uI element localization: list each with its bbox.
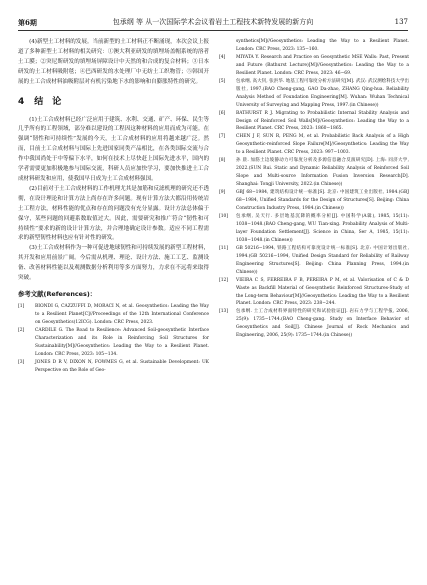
reference-item: [219, 110, 409, 134]
reference-item: [219, 157, 409, 189]
left-column: [18, 38, 209, 375]
reference-item: [219, 308, 409, 340]
reference-tag: [9]: [219, 190, 226, 196]
reference-item: [219, 277, 409, 309]
reference-text: MIYATA Y. Research and Practice on Geosynthetic MSE Walls: Past, Present and Future (Bathurst Lecture)[M]//Geosynthetics: Leading the Way to a Resilient Planet. London: CRC Press, 2023: 46−69.: [236, 54, 409, 76]
reference-item: [219, 245, 409, 277]
conclusion-paragraph-3: (3)土工合成材料作为一种可促进地球韧性和可持续发展的新型工程材料，其开发和应用前景广阔。今后需从机理、理论、设计方法、施工工艺、监测设备、改善材料性能以及观测数据分析利用等多方面努力，力求在不远将来取得突破。: [18, 245, 209, 282]
paragraph-new-materials: (4)新型土工材料的发展。当前新型的土工材料正不断涌现，本次会议上报道了多种新型土工材料的相关研究：①澳大利亚研发的填埋场盖帽系统的溶者土工膜；②突尼斯研发的填埋场屏障设计中天然的和合成的复合材料；③日本研发的土工材料吸附毯；④巴西研发的水处理厂中无纺土工织物管；⑤韩国开展的土工合成材料油吸附层对有机污染地下水的影响和自膨胀特性的研究。: [18, 39, 209, 85]
reference-tag: [5]: [219, 78, 226, 84]
reference-item: [219, 78, 409, 110]
issue-label: 第6期: [18, 18, 37, 27]
reference-tag: [10]: [219, 213, 229, 219]
reference-item: [18, 359, 209, 375]
reference-text: BIONDI G, CAZZUFFI D, MORACI N, et al. Geosynthetics: Leading the Way to a Resilient Planet[C]//Proceedings of the 12th International Conference on Geosynthetics(12ICG). London: CRC Press, 2023.: [35, 303, 209, 325]
running-header: [18, 16, 408, 29]
reference-tag: [3]: [18, 359, 25, 365]
header-rule: [18, 30, 408, 31]
reference-text: CHEN J F, SUN R, PENG M, et al. Probabilistic Back Analysis of a High Geosynthetic-reinforced Slope Failure[M]//Geosynthetics: Leading the Way to a Resilient Planet. CRC Press, 2023: 997−1003.: [236, 134, 409, 156]
reference-tag: [7]: [219, 134, 226, 140]
reference-text: 孙 晨. 加筋土边坡静动力可靠度分析及多源信息融合反演研究[D]. 上海: 同济大学, 2022.(SUN Rui. Static and Dynamic Reliability Analysis of Reinforced Soil Slope and Multi-source Information Fusion Inversion Research[D]. Shanghai: Tongji University, 2022.(in Chinese)): [236, 158, 409, 188]
reference-text: 包承纲. 土工合成材料界面特性的研究和试验验证[J]. 岩石力学与工程学报, 2006, 25(9): 1735−1744.(BAO Cheng-gang. Study on Interface Behavior of Geosynthetics and Soil[J]. Chinese Journal of Rock Mechanics and Engineering, 2006, 25(9): 1735−1744.(in Chinese)): [236, 309, 409, 339]
running-title: 包承纲 等 从一次国际学术会议看岩土工程技术新特发展的新方向: [112, 18, 314, 26]
reference-tag: [1]: [18, 303, 25, 309]
conclusion-paragraph-1: (1)土工合成材料已经广泛应用于建筑、水利、交通、矿产、环保、民生等几乎所有的工程领域，部分难以建设的工程因这种材料的应用而成为可能。在强调“韧性和可持续性”发展的今天，土工合成材料的应用将越来越广泛。然而，目前土工合成材料与国际上先进国家同类产品相比，在各类国际交流与合作中我国尚处于中等偏下水平，如何在技术上尽快赶上国际先进水平，国内的学者需要更加积极地参与国际交流，科研人员应加快学习，要加快推进土工合成材料研发和应用，使我国早日成为土工合成材料强国。: [18, 116, 209, 182]
reference-tag: [6]: [219, 110, 226, 116]
reference-item: [219, 213, 409, 245]
reference-item: [219, 38, 409, 54]
reference-item: [219, 54, 409, 78]
reference-tag: [8]: [219, 158, 226, 164]
reference-text: synthetics[M]//Geosynthetics: Leading the Way to a Resilient Planet. London: CRC Press, 2023: 135−160.: [236, 39, 409, 52]
reference-item: [219, 133, 409, 157]
reference-text: JONES D R V, DIXON N, FOWMES G, et al. Sustainable Development: UK Perspective on the Role of Geo-: [35, 359, 209, 373]
reference-tag: [11]: [219, 245, 229, 251]
reference-item: [18, 327, 209, 359]
reference-tag: [2]: [18, 327, 25, 333]
reference-tag: [4]: [219, 54, 226, 60]
reference-text: GB 50216−1994, 铁路工程结构可靠度设计统一标准[S]. 北京: 中国计划出版社, 1994.(GB 50216−1994, Unified Design Standard for Reliability of Railway Engineering Structures[S]. Beijing: China Planning Press, 1994.(in Chinese)): [236, 245, 409, 275]
references-heading: 参考文献(References)：: [18, 289, 97, 298]
page-number: 137: [394, 18, 408, 26]
reference-text: 包承纲, 吴天行. 多层地基沉降的概率分析[J]. 中国科学(A辑), 1985, 15(11): 1038−1048.(BAO Cheng-gang, WU Tian-xing. Probability Analysis of Multi-layer Foundation Settlement[J]. Science in China, Ser A, 1985, 15(11): 1038−1048.(in Chinese)): [236, 213, 409, 243]
section-heading: [18, 95, 209, 109]
reference-item: [219, 189, 409, 213]
reference-text: GBJ 68−1984, 建筑结构设计统一标准[S]. 北京: 中国建筑工业出版社, 1984.(GBJ 68−1984, Unified Standards for the Design of Structures[S]. Beijing: China Construction Industry Press, 1984.(in Chinese)): [236, 190, 409, 212]
section-number: 4: [18, 96, 25, 107]
reference-text: 包承纲, 高大钊, 张洪华. 地基工程可靠度分析方法研究[M]. 武汉: 武汉测绘科技大学出版社, 1997.(BAO Cheng-gang, GAO Da-zhao, ZHANG Qing-hua. Reliability Analysis Method of Foundation Engineering[M]. Wuhan: Wuhan Technical University of Surveying and Mapping Press, 1997.(in Chinese)): [236, 78, 409, 108]
reference-text: BATHURST R J. Migrating to Probabilistic Internal Stability Analysis and Design of Reinforced Soil Walls[M]//Geosynthetics: Leading the Way to a Resilient Planet. CRC Press, 2023: 1860−1865.: [236, 110, 409, 132]
conclusion-paragraph-2: (2)目前对于土工合成材料的工作机理尤其是加筋和反滤机理的研究还不透彻，在设计理论和计算方法上尚存在许多问题。现有计算方法大都沿用传统岩土工程方法，材料性能的优点和存在的问题没有充分显露。设计方法总体偏于保守，某些问题的回避系数取值过大。因此，需要研究和推广符合“韧性和可持续性”要求的新的设计计算方法，并合理地确定设计参数。适应不同工程需求的新型韧性材料也应有针对性的研发。: [18, 185, 209, 242]
section-title: 结 论: [34, 96, 62, 107]
reference-item: [18, 303, 209, 327]
reference-tag: [219, 38, 236, 54]
reference-tag: [13]: [219, 309, 229, 315]
right-column: [219, 38, 409, 340]
reference-text: CARDILE G. The Road to Resilience: Advanced Soil-geosynthetic Interface Characterization and its Role in Reinforcing Soil Structures for Sustainability[M]//Geosynthetics: Leading the Way to a Resilient Planet. London: CRC Press, 2023: 105−134.: [35, 327, 209, 357]
reference-text: VIEIRA C S, FERREIRA F B, PEREIRA P M, et al. Valorisation of C & D Waste as Backfill Material of Geosynthetic Reinforced Structures-Study of the Long-term Behaviour[M]//Geosynthetics: Leading the Way to a Resilient Planet. London: CRC Press, 2023: 238−244.: [236, 277, 409, 307]
reference-tag: [12]: [219, 277, 229, 283]
